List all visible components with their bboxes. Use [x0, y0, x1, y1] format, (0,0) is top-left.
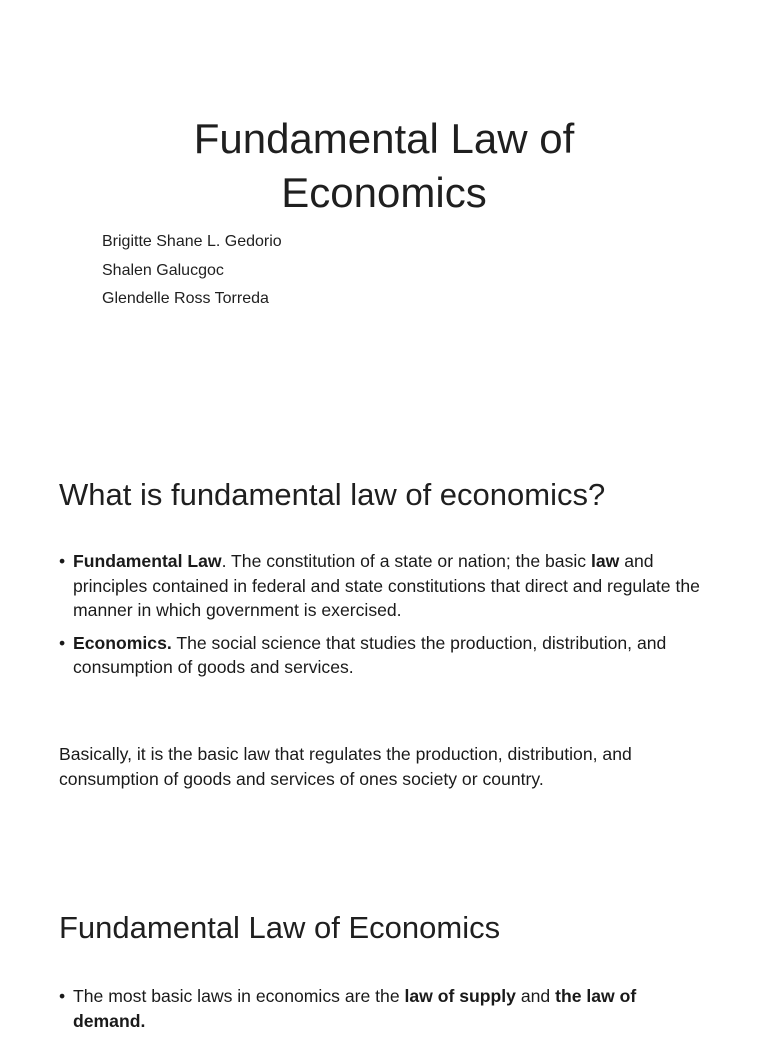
bullet-item-basic-laws [59, 984, 709, 1033]
author-name: Glendelle Ross Torreda [102, 290, 269, 307]
author-name: Shalen Galucgoc [102, 261, 224, 279]
bullet-item-economics [59, 631, 709, 680]
slide-title [0, 112, 768, 220]
bullet-list [59, 984, 709, 1041]
bullet-list [59, 549, 709, 688]
title-slide [0, 0, 768, 430]
emphasis-text: law [590, 551, 620, 571]
author-list [102, 228, 282, 314]
bullet-item-fundamental-law [59, 549, 709, 623]
bullet-icon: • [59, 632, 66, 653]
body-text: and [515, 986, 556, 1006]
slide-heading: What is fundamental law of economics? [59, 477, 606, 512]
slide-title-line-2: Economics [281, 169, 487, 216]
definition-text: and principles contained in federal and state constitutions that direct and regulate the manner in which government is exercised. [73, 551, 700, 620]
slide-heading: Fundamental Law of Economics [59, 910, 501, 945]
emphasis-text: the law of demand. [73, 986, 637, 1031]
body-text: The most basic laws in economics are the [73, 986, 405, 1006]
bullet-icon: • [59, 551, 66, 571]
slide-title-line-1: Fundamental Law of [193, 115, 575, 162]
definition-slide [0, 430, 768, 860]
emphasis-text: law of supply [404, 986, 516, 1006]
term-label: Fundamental Law [73, 551, 222, 571]
laws-slide [0, 860, 768, 1031]
term-label: Economics. [73, 632, 172, 653]
definition-text: The social science that studies the production, distribution, and consumption of goods and services. [73, 632, 667, 677]
summary-paragraph: Basically, it is the basic law that regulates the production, distribution, and consumption of goods and services of ones society or country. [59, 744, 632, 789]
author-name: Brigitte Shane L. Gedorio [102, 233, 282, 250]
definition-text: . The constitution of a state or nation; the basic [221, 551, 591, 571]
bullet-icon: • [59, 986, 66, 1006]
